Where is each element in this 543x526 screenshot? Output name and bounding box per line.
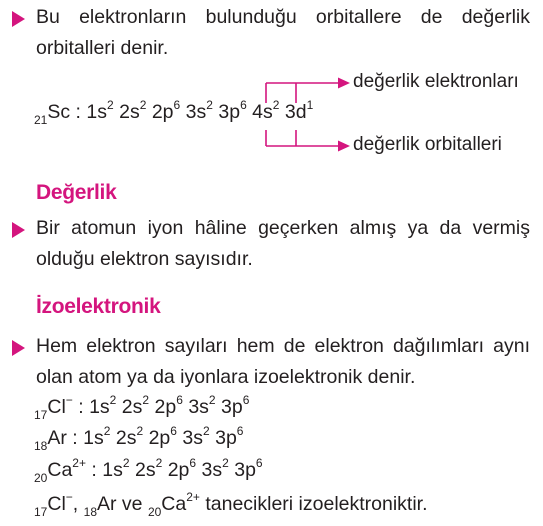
valence-orbitals-label: değerlik orbitalleri <box>353 134 502 155</box>
element-symbol: Cl <box>47 396 66 418</box>
electron-count: 6 <box>242 393 250 407</box>
atomic-number: 18 <box>34 439 48 453</box>
bullet-icon <box>12 340 25 356</box>
example-calcium-ion: $_{20}Ca^{2+}$ : $1s^2$ $2s^2$ $2p^6$ $3s^2$ $3p^6$ <box>34 456 263 485</box>
orbital: 2s <box>115 427 137 449</box>
electron-count: 2 <box>142 393 150 407</box>
element-symbol: Cl <box>47 493 66 515</box>
element-symbol: Ar <box>47 427 67 449</box>
electron-count: 2 <box>206 98 213 112</box>
atomic-number: 18 <box>83 505 97 519</box>
orbital: 1s <box>89 396 110 418</box>
example-argon: $_{18}$Ar : $1s^2$ $2s^2$ $2p^6$ $3s^2$ $3p^6$ <box>34 424 244 453</box>
joiner-text: , <box>72 493 84 515</box>
electron-count: 2 <box>222 456 229 470</box>
orbital: 2p <box>167 459 190 481</box>
orbital: 3p <box>215 427 237 449</box>
electron-count: 2 <box>272 98 280 112</box>
orbital: 4s <box>252 101 273 123</box>
electron-count: 2 <box>122 456 130 470</box>
isoelectronic-conclusion <box>34 490 428 519</box>
atomic-number: 20 <box>34 471 48 485</box>
atomic-number: 21 <box>34 113 48 127</box>
electron-count: 2 <box>136 424 144 438</box>
orbital: 1s <box>86 101 107 123</box>
electron-count: 6 <box>173 98 181 112</box>
element-symbol: Ca <box>47 459 73 481</box>
isoelectronic-heading: İzoelektronik <box>36 295 161 318</box>
orbital: 2p <box>148 427 171 449</box>
electron-count: 2 <box>109 393 117 407</box>
orbital: 3s <box>182 427 203 449</box>
orbital: 2s <box>119 101 140 123</box>
valence-heading: Değerlik <box>36 181 117 204</box>
intro-paragraph: Bu elektronların bulunduğu orbitallere de değerlik orbitalleri denir. <box>36 6 530 59</box>
electron-count: 6 <box>240 98 247 112</box>
atomic-number: 20 <box>147 505 162 519</box>
element-symbol: Sc <box>47 101 71 123</box>
orbital: 3p <box>234 459 256 481</box>
example-chloride: $_{17}$Cl− : $1s^2$ $2s^2$ $2p^6$ $3s^2$ $3p^6$ <box>34 393 250 422</box>
orbital: 2p <box>151 101 174 123</box>
ion-charge: − <box>65 393 73 407</box>
joiner-text: ve <box>116 493 148 515</box>
electron-count: 2 <box>107 98 114 112</box>
electron-count: 2 <box>208 393 216 407</box>
orbital: 3d <box>284 101 307 123</box>
ion-charge: 2+ <box>186 490 200 504</box>
orbital: 2p <box>154 396 177 418</box>
orbital: 3s <box>201 459 223 481</box>
electron-count: 6 <box>176 393 183 407</box>
orbital: 3s <box>188 396 209 418</box>
electron-count: 2 <box>155 456 163 470</box>
electron-count: 2 <box>103 424 111 438</box>
atomic-number: 17 <box>34 505 48 519</box>
electron-count: 6 <box>189 456 197 470</box>
electron-count: 2 <box>139 98 147 112</box>
electron-count: 6 <box>170 424 177 438</box>
electron-count: 1 <box>306 98 314 112</box>
orbital: 3p <box>221 396 243 418</box>
scandium-configuration <box>34 98 314 127</box>
valence-electrons-label: değerlik elektronları <box>353 71 519 92</box>
upper-arrow-head <box>338 78 350 89</box>
orbital: 1s <box>102 459 123 481</box>
electron-count: 2 <box>202 424 210 438</box>
element-symbol: Ca <box>161 493 187 515</box>
conclusion-text: tanecikleri izoelektroniktir. <box>199 493 428 515</box>
electron-count: 6 <box>255 456 263 470</box>
ion-charge: 2+ <box>72 456 86 470</box>
ion-charge: − <box>65 490 73 504</box>
orbital: 3s <box>185 101 207 123</box>
electron-count: 6 <box>236 424 244 438</box>
orbital: 3p <box>218 101 241 123</box>
orbital: 2s <box>121 396 143 418</box>
bullet-icon <box>12 222 25 238</box>
atomic-number: 17 <box>34 408 48 422</box>
valence-paragraph: Bir atomun iyon hâline geçerken almış ya da vermiş olduğu elektron sayısıdır. <box>36 217 530 270</box>
orbital: 2s <box>134 459 156 481</box>
lower-arrow-head <box>338 141 350 152</box>
orbital: 1s <box>83 427 104 449</box>
element-symbol: Ar <box>97 493 117 515</box>
isoelectronic-paragraph: Hem elektron sayıları hem de elektron dağılımları aynı olan atom ya da iyonlara izoelektronik denir. <box>36 335 530 388</box>
separator: : <box>70 101 87 123</box>
